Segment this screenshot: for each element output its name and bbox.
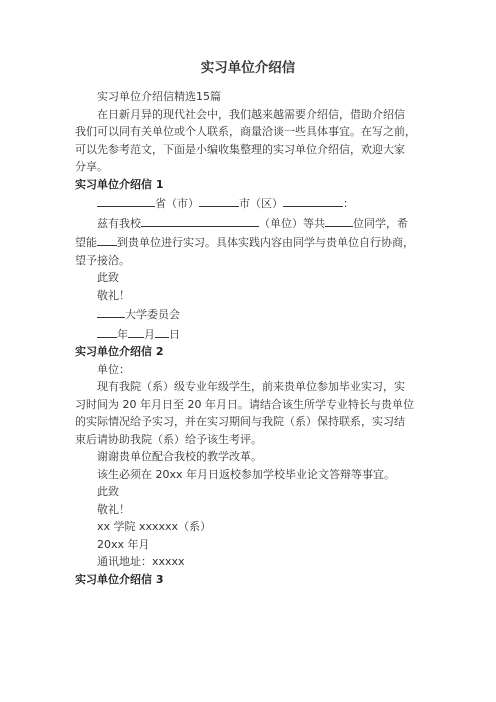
- intro-line: 分享。: [75, 160, 108, 173]
- letter1-date: [75, 324, 425, 344]
- blank-underline: [199, 193, 239, 207]
- text: 年: [117, 327, 128, 341]
- text: （单位）等共: [259, 216, 325, 230]
- blank-underline: [155, 324, 169, 338]
- blank-underline: [97, 324, 117, 338]
- text: 省（市）: [155, 197, 199, 210]
- letter2-line: 谢谢贵单位配合我校的教学改革。: [97, 450, 262, 463]
- intro-line: 可以先参考范文，下面是小编收集整理的实习单位介绍信，欢迎大家: [75, 142, 405, 156]
- letter1-closing: 此致: [97, 271, 119, 284]
- letter2-line: 习时间为 20 年月日至 20 年月日。请结合该生所学专业特长与贵单位: [75, 397, 414, 411]
- letter2-heading: 实习单位介绍信 2: [75, 345, 164, 358]
- letter1-body-line: [75, 232, 425, 252]
- letter2-address: 通讯地址：xxxxx: [97, 555, 185, 568]
- document-body: [75, 88, 425, 588]
- text: ：: [343, 197, 354, 210]
- intro-line: 在日新月异的现代社会中，我们越来越需要介绍信，借助介绍信: [97, 107, 405, 121]
- text: 大学委员会: [125, 308, 180, 321]
- letter3-heading: 实习单位介绍信 3: [75, 572, 164, 586]
- blank-underline: [283, 193, 343, 207]
- letter2-salute: 敬礼！: [97, 502, 130, 516]
- document-title: 实习单位介绍信: [200, 60, 296, 76]
- blank-underline: [97, 232, 117, 246]
- letter1-body-line: [75, 213, 425, 233]
- letter1-address-line: [75, 193, 425, 213]
- letter2-signature: xx 学院 xxxxxx（系）: [97, 520, 212, 533]
- text: 兹有我校: [97, 216, 141, 230]
- text: 日: [169, 327, 180, 341]
- text: 位同学，希: [353, 216, 408, 230]
- letter1-salute: 敬礼！: [97, 288, 130, 302]
- intro-line: 我们可以同有关单位或个人联系，商量洽谈一些具体事宜。在写之前，: [75, 125, 416, 138]
- letter2-line: 单位：: [97, 362, 130, 376]
- blank-underline: [141, 213, 259, 227]
- intro-line: 实习单位介绍信精选15篇: [97, 90, 221, 103]
- text: 市（区）: [239, 197, 283, 210]
- letter1-signature: [75, 304, 425, 324]
- text: 月: [144, 327, 155, 341]
- letter2-line: 现有我院（系）级专业年级学生，前来贵单位参加毕业实习，实: [97, 380, 405, 393]
- blank-underline: [97, 304, 125, 318]
- letter1-heading: 实习单位介绍信 1: [75, 177, 164, 191]
- letter2-closing: 此致: [97, 485, 119, 498]
- letter2-line: 束后请协助我院（系）给予该生考评。: [75, 432, 262, 446]
- text: 到贵单位进行实习。具体实践内容由同学与贵单位自行协商，: [117, 236, 414, 249]
- blank-underline: [128, 324, 144, 338]
- letter1-body-line: 望予接洽。: [75, 253, 130, 267]
- blank-underline: [325, 213, 353, 227]
- blank-underline: [97, 193, 155, 207]
- letter2-line: 该生必须在 20xx 年月日返校参加学校毕业论文答辩等事宜。: [97, 467, 396, 481]
- letter2-date: 20xx 年月: [97, 537, 150, 551]
- text: 望能: [75, 236, 97, 249]
- letter2-line: 的实际情况给予实习，并在实习期间与我院（系）保持联系，实习结: [75, 415, 405, 428]
